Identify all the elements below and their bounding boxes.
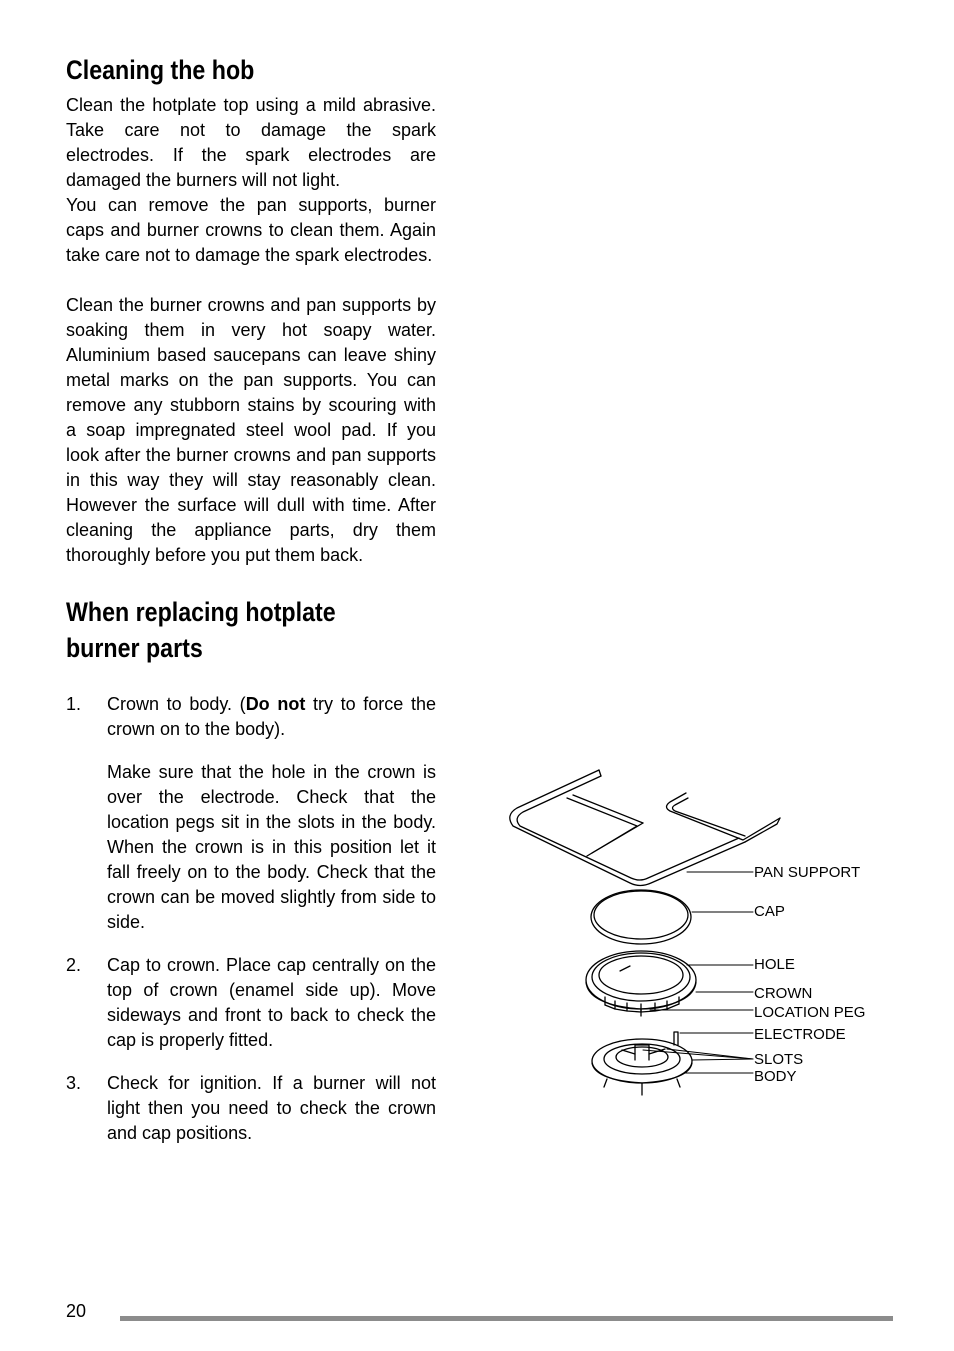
label-slots: SLOTS [754, 1051, 804, 1068]
page-number: 20 [66, 1301, 87, 1321]
body-illustration [592, 1039, 692, 1095]
label-electrode: ELECTRODE [754, 1026, 846, 1043]
label-cap: CAP [754, 903, 785, 920]
list-number-1: 1. [66, 694, 82, 714]
item1-text-a: Crown to body. ( [107, 694, 246, 714]
list-item-crown-details: Make sure that the hole in the crown is over the electrode. Check that the location pegs sit in the slots in the body. When the crown is in this position let it fall freely on to the body. Check that the crown can be moved slightly from side to side. [107, 762, 436, 932]
section-title-line1: When replacing hotplate [66, 597, 336, 627]
label-location-peg: LOCATION PEG [754, 1004, 866, 1021]
paragraph-mild-abrasive: Clean the hotplate top using a mild abrasive. Take care not to damage the spark electrodes. If the spark electrodes are damaged the burners will not light. [66, 95, 436, 190]
paragraph-remove-parts: You can remove the pan supports, burner caps and burner crowns to clean them. Again take care not to damage the spark electrodes. [66, 195, 436, 265]
list-number-3: 3. [66, 1073, 82, 1093]
crown-illustration [586, 951, 696, 1016]
list-item-check-ignition: Check for ignition. If a burner will not light then you need to check the crown and cap positions. [107, 1073, 436, 1143]
leader-lines [643, 872, 753, 1073]
electrode-illustration [674, 1032, 678, 1045]
paragraph-soaking: Clean the burner crowns and pan supports by soaking them in very hot soapy water. Aluminium based saucepans can leave shiny metal marks on the pan supports. You can remove any stubborn stains by scouring with a soap impregnated steel wool pad. If you look after the burner crowns and pan supports in this way they will stay reasonably clean. However the surface will dull with time. After cleaning the appliance parts, dry them thoroughly before you put them back. [66, 295, 436, 565]
item1-text-b: try to force the crown on to the body). [107, 694, 436, 739]
label-hole: HOLE [754, 956, 795, 973]
section-title-replacing [66, 594, 336, 666]
cap-illustration [591, 890, 691, 944]
label-body: BODY [754, 1068, 797, 1085]
list-item-crown-to-body [107, 692, 436, 742]
section-title-line2: burner parts [66, 633, 203, 663]
pan-support-illustration [510, 770, 780, 886]
label-crown: CROWN [754, 985, 813, 1002]
list-item-cap-to-crown: Cap to crown. Place cap centrally on the top of crown (enamel side up). Move sideways and front to back to check the cap is properly fitted. [107, 955, 436, 1050]
section-title-cleaning: Cleaning the hob [66, 55, 255, 85]
burner-exploded-diagram [495, 760, 885, 1105]
list-number-2: 2. [66, 955, 82, 975]
label-pan-support: PAN SUPPORT [754, 864, 861, 881]
item1-bold-warning: Do not [245, 694, 306, 714]
footer-rule [120, 1316, 893, 1321]
